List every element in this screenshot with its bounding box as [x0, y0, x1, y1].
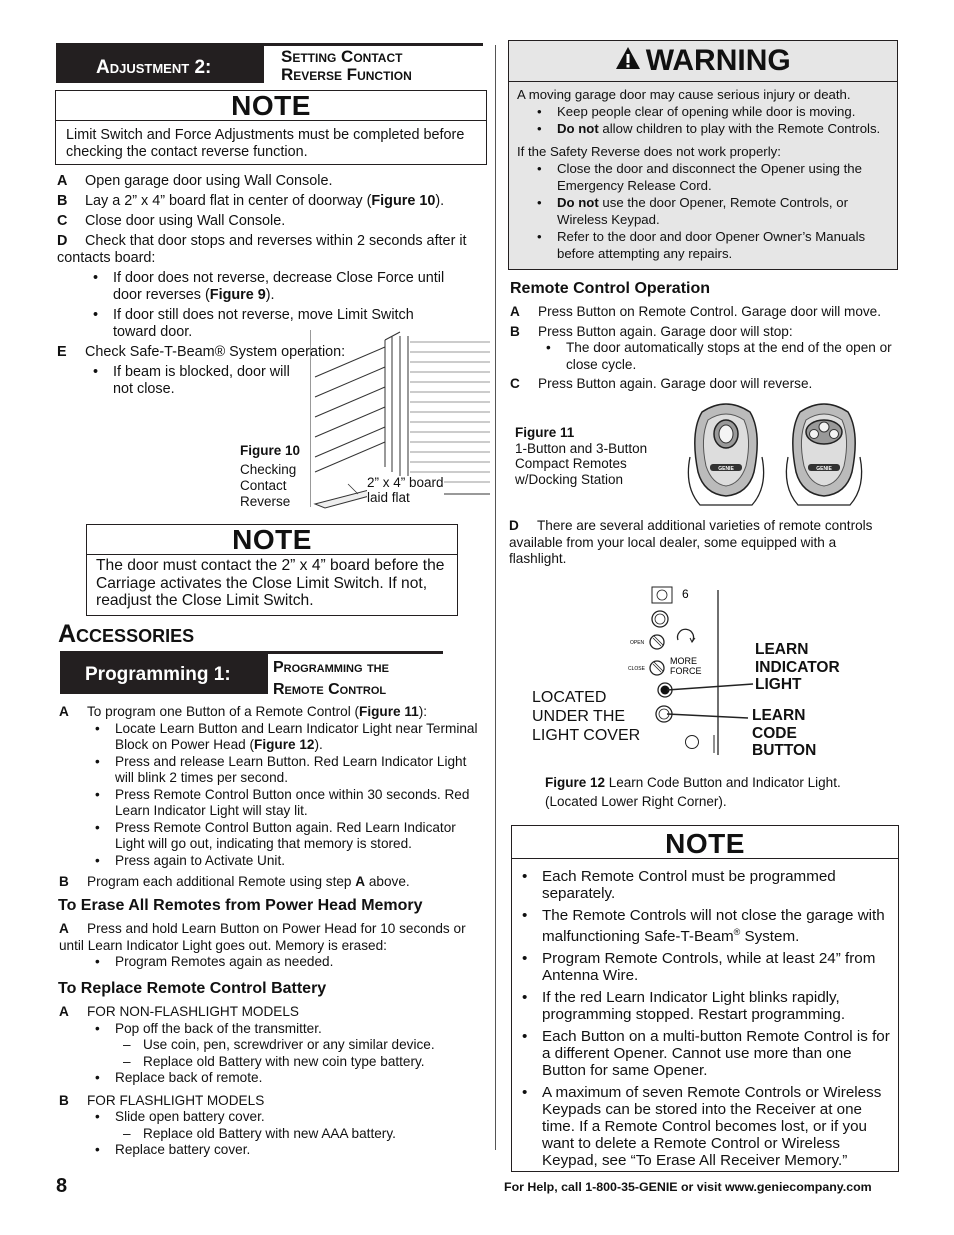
warning-bullet: Refer to the door and door Opener Owner’s Manuals before attempting any repairs.	[557, 229, 866, 261]
figure-caption-line: 1-Button and 3-Button	[515, 440, 648, 456]
remote-op-bullet: The door automatically stops at the end of the open or close cycle.	[566, 340, 892, 372]
battery-a-text: FOR NON-FLASHLIGHT MODELS	[87, 1004, 299, 1019]
adjustment-title	[281, 48, 412, 84]
program-a-text: To program one Button of a Remote Control (	[87, 704, 360, 719]
note-text: The door must contact the 2” x 4” board before the Carriage activates the Close Limit Switch. If not, readjust the Close Limit Switch.	[96, 557, 445, 609]
note-box-3	[511, 825, 899, 1172]
column-divider	[495, 45, 496, 1150]
accessories-heading: Accessories	[58, 620, 195, 648]
registered-mark: ®	[733, 927, 741, 937]
step-letter: B	[59, 1092, 69, 1108]
programming-header-tab	[60, 651, 268, 694]
programming-title	[273, 657, 389, 701]
figure-11-caption	[515, 425, 647, 487]
located-label	[532, 688, 640, 745]
adjustment-label: Adjustment 2:	[96, 57, 212, 78]
label-line: BUTTON	[752, 742, 817, 759]
figure-caption-line: w/Docking Station	[515, 471, 624, 487]
figure-10-caption	[240, 443, 300, 510]
note-heading: NOTE	[512, 826, 898, 859]
three-button-remote-icon	[786, 404, 861, 505]
remote-op-c: Press Button again. Garage door will reverse.	[538, 376, 813, 391]
figure-ref: Figure 12	[254, 737, 315, 752]
battery-bullet: Pop off the back of the transmitter.	[115, 1020, 322, 1036]
figure-ref: Figure 11	[359, 704, 419, 719]
warning-bullet: use the door Opener, Remote Controls, or Wireless Keypad.	[557, 195, 848, 227]
battery-bullet: Replace back of remote.	[115, 1070, 263, 1085]
note-heading: NOTE	[56, 91, 486, 121]
step-d-bullet-2: If door still does not reverse, move Limit Switch toward door.	[113, 307, 414, 340]
label-line: LIGHT	[755, 676, 802, 693]
step-letter: A	[59, 704, 69, 719]
warning-bullet: Close the door and disconnect the Opener using the Emergency Release Cord.	[557, 161, 862, 193]
one-button-remote-icon	[688, 404, 763, 505]
located-line: LIGHT COVER	[532, 727, 641, 744]
adjustment-header-tab	[56, 43, 264, 83]
figure-caption-line: Reverse	[240, 494, 291, 509]
figure-caption-line: Compact Remotes	[515, 456, 627, 471]
program-a-end: ):	[418, 704, 428, 719]
step-letter: A	[510, 304, 520, 319]
program-bullet: Locate Learn Button and Learn Indicator Light near Terminal Block on Power Head (	[115, 720, 478, 752]
note-bullet: The Remote Controls will not close the garage with malfunctioning Safe-T-Beam	[542, 907, 885, 946]
step-d-text: Check that door stops and reverses within 2 seconds after it contacts board:	[57, 233, 467, 266]
step-letter: A	[59, 1004, 69, 1019]
step-letter: D	[57, 233, 68, 249]
more-force-label: FORCE	[670, 666, 702, 676]
program-b-text: Program each additional Remote using step	[87, 874, 356, 889]
step-letter: A	[57, 173, 68, 189]
program-b-end: above.	[365, 874, 410, 889]
battery-dash-item: Replace old Battery with new coin type battery.	[143, 1053, 425, 1069]
remote-operation-steps	[510, 304, 900, 393]
note-text: Limit Switch and Force Adjustments must be completed before checking the contact reverse function.	[66, 127, 465, 160]
close-label: CLOSE	[628, 666, 645, 672]
erase-steps	[59, 921, 479, 971]
note-bullet: Each Remote Control must be programmed separately.	[542, 868, 836, 902]
remote-operation-heading: Remote Control Operation	[510, 280, 711, 297]
warning-body	[509, 82, 897, 262]
warning-emphasis: Do not	[557, 195, 599, 210]
battery-dash-item: Replace old Battery with new AAA battery.	[143, 1125, 396, 1141]
note-bullet: If the red Learn Indicator Light blinks rapidly, programming stopped. Restart programming.	[542, 989, 846, 1024]
step-letter: B	[59, 874, 69, 889]
program-bullet: Press Remote Control Button once within 30 seconds. Red Learn Indicator Light will stay lit.	[115, 786, 470, 818]
step-letter: E	[57, 344, 67, 360]
additional-remotes-note	[509, 518, 889, 568]
adjustment-title-line2: Reverse Function	[281, 65, 412, 84]
located-line: LOCATED	[532, 689, 607, 706]
battery-bullet: Replace battery cover.	[115, 1142, 251, 1157]
program-bullet: Press again to Activate Unit.	[115, 852, 286, 868]
step-letter: C	[57, 213, 68, 229]
battery-b-text: FOR FLASHLIGHT MODELS	[87, 1092, 265, 1108]
label-line: INDICATOR	[755, 658, 840, 676]
note-heading: NOTE	[87, 525, 457, 555]
note-bullet: A maximum of seven Remote Controls or Wireless Keypads can be stored into the Receiver at one time. If a Remote Control becomes lost, or if you want to delete a Remote Control or Wireless Keypad, see “To Erase All Receiver Memory.”	[542, 1084, 882, 1170]
figure-title: Figure 11	[515, 425, 575, 440]
note-bullet: Program Remote Controls, while at least 24” from Antenna Wire.	[542, 950, 876, 985]
step-a-text: Open garage door using Wall Console.	[85, 173, 333, 189]
label-line: LEARN	[755, 641, 809, 658]
battery-bullet: Slide open battery cover.	[115, 1109, 265, 1124]
warning-bullet: Keep people clear of opening while door is moving.	[557, 104, 856, 119]
bullet-end: ).	[314, 737, 323, 752]
programming-steps	[59, 704, 484, 891]
programming-title-line2: Remote Control	[273, 681, 387, 698]
note-3-body	[512, 859, 898, 1169]
learn-code-button-label	[752, 707, 816, 760]
erase-heading: To Erase All Remotes from Power Head Memory	[58, 897, 423, 914]
remote-op-a: Press Button on Remote Control. Garage door will move.	[538, 304, 882, 319]
warning-emphasis: Do not	[557, 121, 599, 136]
board-label-line: laid flat	[367, 489, 410, 505]
label-line: LEARN	[752, 707, 806, 724]
step-e-text: Check Safe-T-Beam® System operation:	[85, 344, 346, 360]
erase-bullet: Program Remotes again as needed.	[115, 954, 334, 969]
figure-12-caption	[545, 773, 841, 811]
adjustment-header-rule	[264, 43, 483, 46]
located-line: UNDER THE	[532, 708, 626, 725]
note-bullet: Each Button on a multi-button Remote Control is for a different Opener. Cannot use more than one Button for same Opener.	[542, 1028, 890, 1080]
figure-caption-line: Contact	[240, 478, 287, 493]
more-force-label: MORE	[670, 656, 697, 666]
programming-title-line1: Programming the	[273, 659, 389, 676]
label-line: CODE	[752, 724, 797, 742]
figure-ref: Figure 10	[371, 193, 436, 209]
battery-heading: To Replace Remote Control Battery	[58, 980, 327, 997]
step-e-bullet-1: If beam is blocked, door will not close.	[113, 364, 290, 397]
genie-logo: GENIE	[718, 466, 734, 472]
figure-caption-line: (Located Lower Right Corner).	[545, 794, 727, 809]
warning-intro: If the Safety Reverse does not work properly:	[517, 144, 781, 159]
programming-header-rule	[268, 651, 443, 654]
figure-11-remotes-illustration	[680, 402, 870, 514]
battery-steps	[59, 1004, 479, 1159]
step-b-end: ).	[435, 193, 445, 209]
step-letter: C	[510, 376, 520, 391]
figure-title: Figure 12	[545, 775, 606, 790]
step-ref: A	[355, 874, 366, 889]
note-box-1	[55, 90, 487, 165]
warning-bullet: allow children to play with the Remote Controls.	[598, 121, 881, 136]
step-b-text: Lay a 2” x 4” board flat in center of doorway (	[85, 193, 372, 209]
step-letter: D	[509, 518, 519, 533]
step-c-text: Close door using Wall Console.	[85, 213, 286, 229]
adjustment-title-line1: Setting Contact	[281, 47, 403, 66]
genie-logo: GENIE	[816, 466, 832, 472]
figure-ref: Figure 9	[209, 287, 266, 303]
figure-caption-line: Learn Code Button and Indicator Light.	[605, 775, 841, 790]
step-letter: B	[57, 193, 68, 209]
step-letter: B	[510, 323, 520, 339]
warning-header	[509, 41, 897, 82]
step-letter: A	[59, 921, 69, 936]
warning-heading: WARNING	[645, 44, 791, 77]
warning-box	[508, 40, 898, 270]
note-bullet-end: System.	[740, 928, 800, 946]
battery-dash-item: Use coin, pen, screwdriver or any similar device.	[143, 1037, 435, 1052]
erase-a-text: Press and hold Learn Button on Power Head for 10 seconds or until Learn Indicator Light goes out. Memory is erased:	[59, 921, 466, 953]
page-number: 8	[56, 1175, 68, 1197]
figure-title: Figure 10	[240, 443, 301, 458]
learn-indicator-light-label	[755, 641, 840, 694]
program-bullet: Press Remote Control Button again. Red Learn Indicator Light will go out, indicating that memory is stored.	[115, 819, 456, 851]
note-box-2	[86, 524, 458, 616]
step-d-bullet-1: If door does not reverse, decrease Close Force until door reverses (	[113, 270, 445, 303]
open-label: OPEN	[630, 640, 645, 646]
board-label	[367, 476, 444, 505]
program-bullet: Press and release Learn Button. Red Learn Indicator Light will blink 2 times per second.	[115, 753, 467, 785]
board-label-line: 2” x 4” board	[367, 475, 444, 490]
remote-op-b: Press Button again. Garage door will stop:	[538, 323, 793, 339]
step-d-right-text: There are several additional varieties of remote controls available from your local dealer, some equipped with a flashlight.	[509, 518, 873, 566]
warning-triangle-icon	[615, 46, 641, 70]
bullet-end: ).	[265, 287, 275, 303]
programming-label: Programming 1:	[85, 664, 231, 685]
warning-intro: A moving garage door may cause serious injury or death.	[517, 87, 851, 102]
footer-help: For Help, call 1-800-35-GENIE or visit www.geniecompany.com	[504, 1180, 872, 1194]
figure-12-pointer-lines	[640, 670, 755, 740]
figure-caption-line: Checking	[240, 462, 297, 477]
terminal-number: 6	[682, 587, 689, 601]
